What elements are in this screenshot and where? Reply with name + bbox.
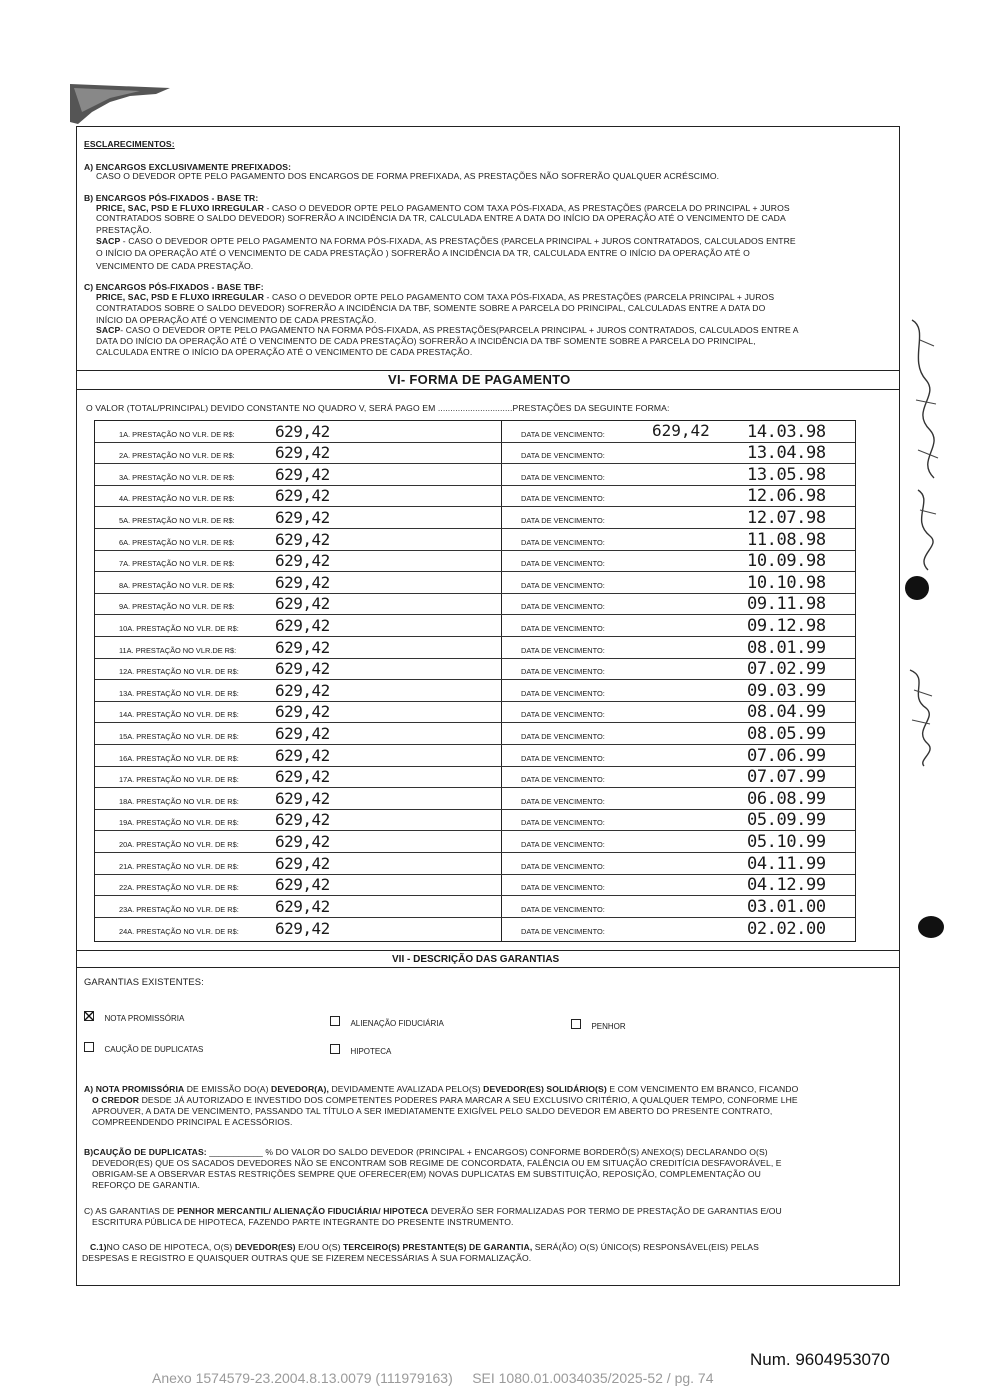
installment-amount: 629,42 bbox=[275, 875, 330, 895]
due-date-label: DATA DE VENCIMENTO: bbox=[521, 796, 605, 806]
installment-label: 22A. PRESTAÇÃO NO VLR. DE R$: bbox=[119, 883, 239, 893]
installment-label: 13A. PRESTAÇÃO NO VLR. DE R$: bbox=[119, 688, 239, 698]
first-row-extra-amount: 629,42 bbox=[652, 420, 710, 440]
due-date-value: 13.04.98 bbox=[747, 443, 826, 464]
due-date-label: DATA DE VENCIMENTO: bbox=[521, 839, 605, 849]
due-date-value: 10.09.98 bbox=[747, 551, 826, 572]
installment-label: 14A. PRESTAÇÃO NO VLR. DE R$: bbox=[119, 710, 239, 720]
due-date-label: DATA DE VENCIMENTO: bbox=[521, 645, 605, 655]
due-date-label: DATA DE VENCIMENTO: bbox=[521, 472, 605, 482]
installment-row bbox=[95, 896, 855, 918]
section-vii-title: VII - DESCRIÇÃO DAS GARANTIAS bbox=[392, 954, 560, 965]
due-date-label: DATA DE VENCIMENTO: bbox=[521, 861, 605, 871]
installment-amount: 629,42 bbox=[275, 637, 330, 657]
due-date-value: 04.12.99 bbox=[747, 875, 826, 896]
para-c1-line2: DESPESAS E REGISTRO E QUAISQUER OUTRAS QUE SE FIZEREM NECESSÁRIAS À SUA FORMALIZAÇÃO. bbox=[82, 1253, 532, 1263]
installment-amount: 629,42 bbox=[275, 443, 330, 463]
due-date-value: 08.04.99 bbox=[747, 702, 826, 723]
installment-label: 23A. PRESTAÇÃO NO VLR. DE R$: bbox=[119, 904, 239, 914]
checkbox-alienacao-fiduciaria[interactable] bbox=[330, 1016, 340, 1026]
divider-vi-bottom bbox=[76, 389, 900, 390]
document-meta: Anexo 1574579-23.2004.8.13.0079 (111979163) SEI 1080.01.0034035/2025-52 / pg. 74 bbox=[152, 1370, 714, 1386]
installment-amount: 629,42 bbox=[275, 594, 330, 614]
margin-signature bbox=[900, 300, 950, 620]
due-date-value: 12.07.98 bbox=[747, 507, 826, 528]
installment-label: 10A. PRESTAÇÃO NO VLR. DE R$: bbox=[119, 623, 239, 633]
due-date-label: DATA DE VENCIMENTO: bbox=[521, 580, 605, 590]
torn-corner-mark bbox=[70, 82, 180, 126]
section-b-line1: PRICE, SAC, PSD E FLUXO IRREGULAR - CASO O DEVEDOR OPTE PELO PAGAMENTO COM TAXA PÓS-FIXADA, AS PRESTAÇÕES (PARCELA DO PRINCIPAL + JUROS bbox=[96, 203, 790, 213]
para-b-line2: DEVEDOR(ES) QUE OS SACADOS DEVEDORES NÃO SE ENCONTRAM SOB REGIME DE CONCORDATA, FALÊNCIA OU EM SITUAÇÃO CREDITÍCIA DESFAVORÁVEL, E bbox=[92, 1158, 782, 1168]
due-date-label: DATA DE VENCIMENTO: bbox=[521, 515, 605, 525]
installment-amount: 629,42 bbox=[275, 919, 330, 939]
installment-row bbox=[95, 529, 855, 551]
due-date-label: DATA DE VENCIMENTO: bbox=[521, 818, 605, 828]
due-date-label: DATA DE VENCIMENTO: bbox=[521, 753, 605, 763]
installment-label: 8A. PRESTAÇÃO NO VLR. DE R$: bbox=[119, 580, 235, 590]
due-date-value: 08.05.99 bbox=[747, 723, 826, 744]
due-date-value: 07.07.99 bbox=[747, 767, 826, 788]
installment-label: 5A. PRESTAÇÃO NO VLR. DE R$: bbox=[119, 515, 235, 525]
section-a-text: CASO O DEVEDOR OPTE PELO PAGAMENTO DOS ENCARGOS DE FORMA PREFIXADA, AS PRESTAÇÕES NÃO SOFRERÃO QUALQUER ACRÉSCIMO. bbox=[96, 171, 720, 181]
option-label: CAUÇÃO DE DUPLICATAS bbox=[104, 1045, 204, 1054]
option-label: ALIENAÇÃO FIDUCIÁRIA bbox=[350, 1019, 444, 1028]
option-label: NOTA PROMISSÓRIA bbox=[104, 1014, 185, 1023]
checkbox-hipoteca[interactable] bbox=[330, 1044, 340, 1054]
installment-amount: 629,42 bbox=[275, 702, 330, 722]
section-c-title: C) ENCARGOS PÓS-FIXADOS - BASE TBF: bbox=[84, 282, 264, 292]
installment-label: 16A. PRESTAÇÃO NO VLR. DE R$: bbox=[119, 753, 239, 763]
due-date-label: DATA DE VENCIMENTO: bbox=[521, 927, 605, 937]
due-date-value: 07.02.99 bbox=[747, 659, 826, 680]
option-label: PENHOR bbox=[591, 1022, 626, 1031]
installment-label: 12A. PRESTAÇÃO NO VLR. DE R$: bbox=[119, 667, 239, 677]
due-date-label: DATA DE VENCIMENTO: bbox=[521, 494, 605, 504]
option-penhor[interactable] bbox=[571, 1016, 626, 1034]
installment-amount: 629,42 bbox=[275, 896, 330, 916]
installments-table bbox=[94, 420, 856, 942]
section-b-line2: CONTRATADOS SOBRE O SALDO DEVEDOR) SOFRERÃO A INCIDÊNCIA DA TR, CALCULADA ENTRE A DATA DO INÍCIO DA OPERAÇÃO ATÉ O VENCIMENTO DE CADA bbox=[96, 213, 786, 223]
due-date-label: DATA DE VENCIMENTO: bbox=[521, 667, 605, 677]
para-a-line4: COMPREENDENDO PRINCIPAL E ACESSÓRIOS. bbox=[92, 1117, 293, 1127]
due-date-label: DATA DE VENCIMENTO: bbox=[521, 537, 605, 547]
due-date-value: 13.05.98 bbox=[747, 464, 826, 485]
due-date-label: DATA DE VENCIMENTO: bbox=[521, 731, 605, 741]
installment-label: 1A. PRESTAÇÃO NO VLR. DE R$: bbox=[119, 429, 235, 439]
due-date-value: 07.06.99 bbox=[747, 745, 826, 766]
installment-row bbox=[95, 810, 855, 832]
installment-row bbox=[95, 702, 855, 724]
installment-row bbox=[95, 594, 855, 616]
section-c-line3: INÍCIO DA OPERAÇÃO ATÉ O VENCIMENTO DE CADA PRESTAÇÃO. bbox=[96, 315, 377, 325]
para-c-line1: C) AS GARANTIAS DE PENHOR MERCANTIL/ ALIENAÇÃO FIDUCIÁRIA/ HIPOTECA DEVERÃO SER FORMALIZADAS POR TERMO DE PRESTAÇÃO DE GARANTIAS E/OU bbox=[84, 1206, 782, 1216]
section-c-line1: PRICE, SAC, PSD E FLUXO IRREGULAR - CASO O DEVEDOR OPTE PELO PAGAMENTO COM TAXA PÓS-FIXADA, AS PRESTAÇÕES (PARCELA PRINCIPAL + JUROS bbox=[96, 292, 775, 302]
installment-row bbox=[95, 680, 855, 702]
installment-row bbox=[95, 723, 855, 745]
due-date-label: DATA DE VENCIMENTO: bbox=[521, 688, 605, 698]
due-date-value: 12.06.98 bbox=[747, 486, 826, 507]
checkbox-caucao-duplicatas[interactable] bbox=[84, 1042, 94, 1052]
installment-label: 19A. PRESTAÇÃO NO VLR. DE R$: bbox=[119, 818, 239, 828]
due-date-label: DATA DE VENCIMENTO: bbox=[521, 883, 605, 893]
para-b-line4: REFORÇO DE GARANTIA. bbox=[92, 1180, 200, 1190]
due-date-value: 09.03.99 bbox=[747, 680, 826, 701]
punch-hole-mark bbox=[905, 576, 929, 600]
installment-amount: 629,42 bbox=[275, 615, 330, 635]
garantias-existentes-label: GARANTIAS EXISTENTES: bbox=[84, 976, 204, 987]
installment-row bbox=[95, 421, 855, 443]
para-b-line3: OBRIGAM-SE A OBSERVAR ESTAS RESTRIÇÕES SEMPRE QUE OFERECER(EM) NOVAS DUPLICATAS EM SUBSTITUIÇÃO, REPOSIÇÃO, COMPLEMENTAÇÃO OU bbox=[92, 1169, 761, 1179]
divider-vii-top bbox=[76, 950, 900, 951]
due-date-value: 09.11.98 bbox=[747, 594, 826, 615]
due-date-label: DATA DE VENCIMENTO: bbox=[521, 710, 605, 720]
installment-row bbox=[95, 572, 855, 594]
due-date-value: 11.08.98 bbox=[747, 529, 826, 550]
due-date-label: DATA DE VENCIMENTO: bbox=[521, 775, 605, 785]
installment-row bbox=[95, 875, 855, 897]
due-date-value: 05.10.99 bbox=[747, 831, 826, 852]
installment-amount: 629,42 bbox=[275, 659, 330, 679]
installment-amount: 629,42 bbox=[275, 572, 330, 592]
option-nota-promissoria[interactable] bbox=[84, 1008, 184, 1026]
installment-amount: 629,42 bbox=[275, 551, 330, 571]
esclarecimentos-title: ESCLARECIMENTOS: bbox=[84, 139, 175, 149]
due-date-value: 14.03.98 bbox=[747, 421, 826, 442]
option-caucao-duplicatas[interactable] bbox=[84, 1039, 203, 1057]
installment-row bbox=[95, 464, 855, 486]
checkmark-icon bbox=[84, 1011, 94, 1021]
installment-amount: 629,42 bbox=[275, 810, 330, 830]
option-label: HIPOTECA bbox=[350, 1047, 392, 1056]
installment-row bbox=[95, 551, 855, 573]
section-b-line3: PRESTAÇÃO. bbox=[96, 225, 152, 235]
section-c-line2: CONTRATADOS SOBRE O SALDO DEVEDOR) SOFRERÃO A INCIDÊNCIA DA TBF, SOMENTE SOBRE A PARCELA DO PRINCIPAL, CALCULADAS ENTRE A DATA DO bbox=[96, 303, 766, 313]
section-c-line4: SACP- CASO O DEVEDOR OPTE PELO PAGAMENTO NA FORMA PÓS-FIXADA, AS PRESTAÇÕES(PARCELA PRINCIPAL + JUROS CONTRATADOS, CALCULADOS ENTRE A bbox=[96, 325, 799, 335]
due-date-value: 08.01.99 bbox=[747, 637, 826, 658]
due-date-value: 10.10.98 bbox=[747, 572, 826, 593]
checkbox-penhor[interactable] bbox=[571, 1019, 581, 1029]
section-vi-title: VI- FORMA DE PAGAMENTO bbox=[388, 372, 571, 387]
installment-label: 18A. PRESTAÇÃO NO VLR. DE R$: bbox=[119, 796, 239, 806]
installment-amount: 629,42 bbox=[275, 723, 330, 743]
document-number: Num. 9604953070 bbox=[750, 1350, 890, 1369]
installment-amount: 629,42 bbox=[275, 767, 330, 787]
installment-row bbox=[95, 443, 855, 465]
section-b-line6: VENCIMENTO DE CADA PRESTAÇÃO. bbox=[96, 261, 254, 271]
divider-vi-top bbox=[76, 370, 900, 371]
para-a-line3: APROUVER, A DATA DE VENCIMENTO, PASSANDO TAL TÍTULO A SER IMEDIATAMENTE EXIGÍVEL PELO SALDO DEVEDOR EM ABERTO DO PRESENTE CONTRATO, bbox=[92, 1106, 773, 1116]
installment-label: 15A. PRESTAÇÃO NO VLR. DE R$: bbox=[119, 731, 239, 741]
installment-amount: 629,42 bbox=[275, 529, 330, 549]
installment-row bbox=[95, 637, 855, 659]
section-vi-intro: O VALOR (TOTAL/PRINCIPAL) DEVIDO CONSTANTE NO QUADRO V, SERÁ PAGO EM ..............................PRESTAÇÕES DA SEGUINTE FORMA: bbox=[86, 403, 670, 413]
installment-label: 21A. PRESTAÇÃO NO VLR. DE R$: bbox=[119, 861, 239, 871]
due-date-label: DATA DE VENCIMENTO: bbox=[521, 623, 605, 633]
section-c-line6: CALCULADA ENTRE O INÍCIO DA OPERAÇÃO ATÉ O VENCIMENTO DE CADA PRESTAÇÃO. bbox=[96, 347, 473, 357]
para-c-line2: ESCRITURA PÚBLICA DE HIPOTECA, FAZENDO PARTE INTEGRANTE DO PRESENTE INSTRUMENTO. bbox=[92, 1217, 514, 1227]
installment-row bbox=[95, 918, 855, 940]
installment-amount: 629,42 bbox=[275, 507, 330, 527]
option-alienacao-fiduciaria[interactable] bbox=[330, 1013, 444, 1031]
installment-label: 2A. PRESTAÇÃO NO VLR. DE R$: bbox=[119, 451, 235, 461]
installment-amount: 629,42 bbox=[275, 853, 330, 873]
punch-hole-mark bbox=[918, 916, 944, 938]
divider-vii-bottom bbox=[76, 967, 900, 968]
due-date-label: DATA DE VENCIMENTO: bbox=[521, 904, 605, 914]
para-a-line2: O CREDOR DESDE JÁ AUTORIZADO E INVESTIDO DOS COMPETENTES PODERES PARA MARCAR A SEU EXCLUSIVO CRITÉRIO, A QUALQUER TEMPO, CONFORME LHE bbox=[92, 1095, 798, 1105]
para-a-line1: A) NOTA PROMISSÓRIA DE EMISSÃO DO(A) DEVEDOR(A), DEVIDAMENTE AVALIZADA PELO(S) DEVEDOR(ES) SOLIDÁRIO(S) E COM VENCIMENTO EM BRANCO, FICANDO bbox=[84, 1084, 799, 1094]
installment-row bbox=[95, 507, 855, 529]
due-date-label: DATA DE VENCIMENTO: bbox=[521, 451, 605, 461]
installment-label: 11A. PRESTAÇÃO NO VLR.DE R$: bbox=[119, 645, 237, 655]
section-b-line4: SACP - CASO O DEVEDOR OPTE PELO PAGAMENTO NA FORMA PÓS-FIXADA, AS PRESTAÇÕES (PARCELA PRINCIPAL + JUROS CONTRATADOS, CALCULADOS ENTRE bbox=[96, 236, 796, 246]
section-b-line5: O INÍCIO DA OPERAÇÃO ATÉ O VENCIMENTO DE CADA PRESTAÇÃO ) SOFRERÃO A INCIDÊNCIA DA TR, CALCULADA ENTRE O INÍCIO DA OPERAÇÃO ATÉ O bbox=[96, 248, 750, 258]
due-date-label: DATA DE VENCIMENTO: bbox=[521, 429, 605, 439]
due-date-value: 02.02.00 bbox=[747, 919, 826, 940]
installment-label: 4A. PRESTAÇÃO NO VLR. DE R$: bbox=[119, 494, 235, 504]
installment-label: 3A. PRESTAÇÃO NO VLR. DE R$: bbox=[119, 472, 235, 482]
installment-label: 6A. PRESTAÇÃO NO VLR. DE R$: bbox=[119, 537, 235, 547]
installment-row bbox=[95, 788, 855, 810]
installment-row bbox=[95, 745, 855, 767]
due-date-label: DATA DE VENCIMENTO: bbox=[521, 559, 605, 569]
checkbox-nota-promissoria[interactable] bbox=[84, 1011, 94, 1021]
margin-initials-signature bbox=[902, 660, 942, 770]
due-date-value: 04.11.99 bbox=[747, 853, 826, 874]
installment-label: 17A. PRESTAÇÃO NO VLR. DE R$: bbox=[119, 775, 239, 785]
due-date-value: 06.08.99 bbox=[747, 788, 826, 809]
installment-amount: 629,42 bbox=[275, 788, 330, 808]
installment-amount: 629,42 bbox=[275, 745, 330, 765]
due-date-value: 05.09.99 bbox=[747, 810, 826, 831]
installment-label: 9A. PRESTAÇÃO NO VLR. DE R$: bbox=[119, 602, 235, 612]
installment-row bbox=[95, 486, 855, 508]
due-date-value: 09.12.98 bbox=[747, 615, 826, 636]
installment-row bbox=[95, 767, 855, 789]
installment-amount: 629,42 bbox=[275, 486, 330, 506]
installment-row bbox=[95, 615, 855, 637]
installment-row bbox=[95, 831, 855, 853]
section-c-line5: DATA DO INÍCIO DA OPERAÇÃO ATÉ O VENCIMENTO DE CADA PRESTAÇÃO) SOFRERÃO A INCIDÊNCIA DA TBF SOMENTE SOBRE A PARCELA DO PRINCIPAL, bbox=[96, 336, 756, 346]
option-hipoteca[interactable] bbox=[330, 1041, 391, 1059]
section-b-title: B) ENCARGOS PÓS-FIXADOS - BASE TR: bbox=[84, 193, 259, 203]
due-date-value: 03.01.00 bbox=[747, 896, 826, 917]
installment-amount: 629,42 bbox=[275, 421, 330, 441]
installment-amount: 629,42 bbox=[275, 680, 330, 700]
installment-label: 7A. PRESTAÇÃO NO VLR. DE R$: bbox=[119, 559, 235, 569]
installment-label: 20A. PRESTAÇÃO NO VLR. DE R$: bbox=[119, 839, 239, 849]
installment-row bbox=[95, 853, 855, 875]
installment-amount: 629,42 bbox=[275, 831, 330, 851]
para-b-line1: B)CAUÇÃO DE DUPLICATAS: ___________ % DO VALOR DO SALDO DEVEDOR (PRINCIPAL + ENCARGOS) CONFORME BORDERÔ(S) ANEXO(S) DECLARANDO O(S) bbox=[84, 1147, 768, 1157]
installment-amount: 629,42 bbox=[275, 464, 330, 484]
installment-row bbox=[95, 659, 855, 681]
installment-label: 24A. PRESTAÇÃO NO VLR. DE R$: bbox=[119, 927, 239, 937]
due-date-label: DATA DE VENCIMENTO: bbox=[521, 602, 605, 612]
section-a-title: A) ENCARGOS EXCLUSIVAMENTE PREFIXADOS: bbox=[84, 162, 292, 172]
para-c1-line1: C.1)NO CASO DE HIPOTECA, O(S) DEVEDOR(ES) E/OU O(S) TERCEIRO(S) PRESTANTE(S) DE GARANTIA, SERÁ(ÃO) O(S) ÚNICO(S) RESPONSÁVEL(EIS) PELAS bbox=[90, 1242, 759, 1252]
